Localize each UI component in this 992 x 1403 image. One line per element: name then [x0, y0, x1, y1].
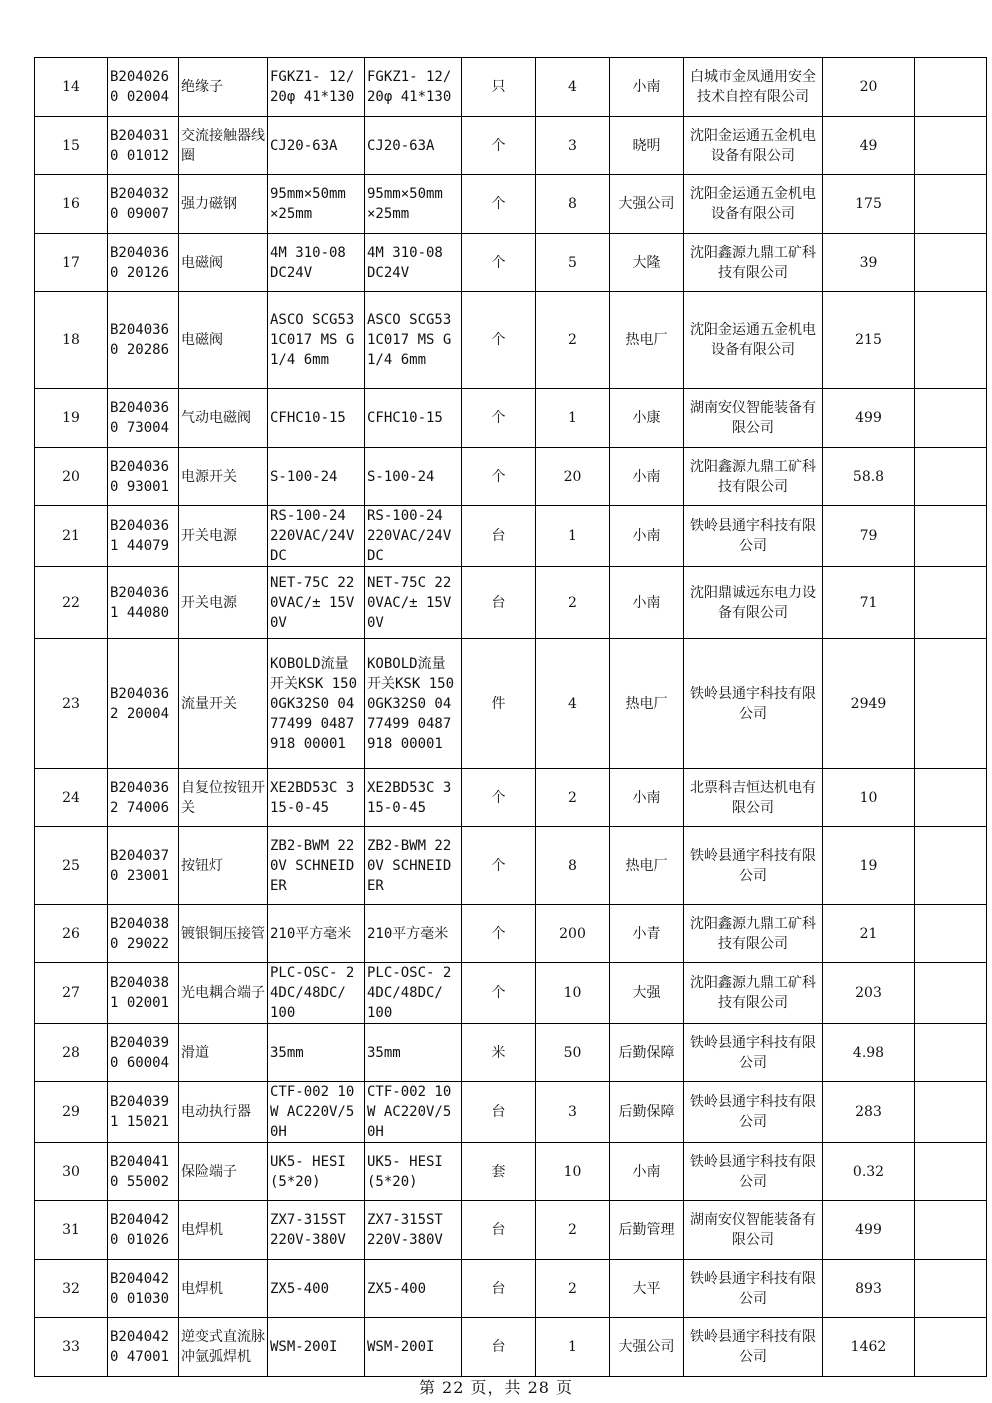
specification-cell: ZX5-400 [268, 1260, 365, 1318]
specification-cell: CTF-002 10W AC220V/50H [268, 1082, 365, 1143]
quantity-cell: 4 [536, 639, 610, 769]
material-code-cell: B2040320 09007 [108, 175, 179, 234]
quantity-cell: 1 [536, 389, 610, 448]
model-cell: 4M 310-08 DC24V [365, 234, 462, 292]
row-number-cell: 25 [35, 827, 108, 905]
model-cell: WSM-200I [365, 1318, 462, 1377]
table-row [35, 827, 987, 905]
supplier-cell: 沈阳鑫源九鼎工矿科技有限公司 [684, 963, 823, 1024]
model-cell: XE2BD53C 315-0-45 [365, 769, 462, 827]
row-number-cell: 14 [35, 58, 108, 117]
row-number-cell: 17 [35, 234, 108, 292]
model-cell: KOBOLD流量开关KSK 1500GK32S0 0477499 0487918 00001 [365, 639, 462, 769]
table-row [35, 448, 987, 506]
material-name-cell: 按钮灯 [179, 827, 268, 905]
model-cell: 210平方毫米 [365, 905, 462, 963]
row-number-cell: 32 [35, 1260, 108, 1318]
quantity-cell: 4 [536, 58, 610, 117]
model-cell: ZX5-400 [365, 1260, 462, 1318]
unit-price-cell: 58.8 [823, 448, 915, 506]
model-cell: PLC-OSC- 24DC/48DC/ 100 [365, 963, 462, 1024]
model-cell: NET-75C 220VAC/± 15V 0V [365, 567, 462, 639]
remark-cell [915, 175, 987, 234]
unit-cell: 个 [462, 905, 536, 963]
specification-cell: ZX7-315ST 220V-380V [268, 1201, 365, 1260]
unit-cell: 米 [462, 1024, 536, 1082]
unit-cell: 个 [462, 292, 536, 389]
user-dept-cell: 小康 [610, 389, 684, 448]
specification-cell: XE2BD53C 315-0-45 [268, 769, 365, 827]
row-number-cell: 28 [35, 1024, 108, 1082]
remark-cell [915, 639, 987, 769]
supplier-cell: 沈阳鼎诚远东电力设备有限公司 [684, 567, 823, 639]
quantity-cell: 1 [536, 506, 610, 567]
row-number-cell: 24 [35, 769, 108, 827]
model-cell: 35mm [365, 1024, 462, 1082]
unit-price-cell: 0.32 [823, 1143, 915, 1201]
row-number-cell: 29 [35, 1082, 108, 1143]
table-row [35, 1024, 987, 1082]
material-code-cell: B2040420 47001 [108, 1318, 179, 1377]
unit-price-cell: 49 [823, 117, 915, 175]
unit-cell: 个 [462, 448, 536, 506]
supplier-cell: 沈阳金运通五金机电设备有限公司 [684, 292, 823, 389]
user-dept-cell: 热电厂 [610, 827, 684, 905]
row-number-cell: 33 [35, 1318, 108, 1377]
remark-cell [915, 963, 987, 1024]
material-code-cell: B2040360 20286 [108, 292, 179, 389]
material-name-cell: 强力磁钢 [179, 175, 268, 234]
material-code-cell: B2040410 55002 [108, 1143, 179, 1201]
unit-cell: 台 [462, 1082, 536, 1143]
table-row [35, 389, 987, 448]
unit-price-cell: 79 [823, 506, 915, 567]
specification-cell: 35mm [268, 1024, 365, 1082]
unit-cell: 台 [462, 1201, 536, 1260]
model-cell: S-100-24 [365, 448, 462, 506]
material-name-cell: 开关电源 [179, 567, 268, 639]
model-cell: FGKZ1- 12/20φ 41*130 [365, 58, 462, 117]
specification-cell: PLC-OSC- 24DC/48DC/ 100 [268, 963, 365, 1024]
user-dept-cell: 后勤保障 [610, 1024, 684, 1082]
quantity-cell: 10 [536, 1143, 610, 1201]
unit-cell: 个 [462, 389, 536, 448]
unit-cell: 台 [462, 506, 536, 567]
remark-cell [915, 827, 987, 905]
table-row [35, 963, 987, 1024]
remark-cell [915, 905, 987, 963]
user-dept-cell: 大强公司 [610, 175, 684, 234]
model-cell: CJ20-63A [365, 117, 462, 175]
user-dept-cell: 热电厂 [610, 292, 684, 389]
row-number-cell: 27 [35, 963, 108, 1024]
remark-cell [915, 769, 987, 827]
quantity-cell: 200 [536, 905, 610, 963]
quantity-cell: 20 [536, 448, 610, 506]
material-code-cell: B2040390 60004 [108, 1024, 179, 1082]
user-dept-cell: 小南 [610, 769, 684, 827]
table-row [35, 175, 987, 234]
quantity-cell: 8 [536, 827, 610, 905]
material-code-cell: B2040360 73004 [108, 389, 179, 448]
quantity-cell: 50 [536, 1024, 610, 1082]
model-cell: CFHC10-15 [365, 389, 462, 448]
row-number-cell: 23 [35, 639, 108, 769]
supplier-cell: 铁岭县通宇科技有限公司 [684, 1024, 823, 1082]
material-code-cell: B2040370 23001 [108, 827, 179, 905]
table-row [35, 1260, 987, 1318]
remark-cell [915, 506, 987, 567]
material-name-cell: 电磁阀 [179, 234, 268, 292]
unit-cell: 个 [462, 769, 536, 827]
material-name-cell: 逆变式直流脉冲氩弧焊机 [179, 1318, 268, 1377]
quantity-cell: 2 [536, 567, 610, 639]
material-code-cell: B2040420 01030 [108, 1260, 179, 1318]
model-cell: ASCO SCG531C017 MS G 1/4 6mm [365, 292, 462, 389]
user-dept-cell: 大隆 [610, 234, 684, 292]
supplier-cell: 铁岭县通宇科技有限公司 [684, 1318, 823, 1377]
unit-price-cell: 175 [823, 175, 915, 234]
unit-cell: 台 [462, 1260, 536, 1318]
remark-cell [915, 448, 987, 506]
quantity-cell: 2 [536, 1201, 610, 1260]
supplier-cell: 北票科吉恒达机电有限公司 [684, 769, 823, 827]
material-code-cell: B2040420 01026 [108, 1201, 179, 1260]
unit-price-cell: 499 [823, 1201, 915, 1260]
material-name-cell: 流量开关 [179, 639, 268, 769]
unit-price-cell: 893 [823, 1260, 915, 1318]
material-code-cell: B2040361 44079 [108, 506, 179, 567]
supplier-cell: 沈阳金运通五金机电设备有限公司 [684, 175, 823, 234]
user-dept-cell: 小南 [610, 58, 684, 117]
unit-price-cell: 39 [823, 234, 915, 292]
unit-price-cell: 1462 [823, 1318, 915, 1377]
supplier-cell: 湖南安仪智能装备有限公司 [684, 1201, 823, 1260]
user-dept-cell: 大平 [610, 1260, 684, 1318]
user-dept-cell: 小南 [610, 1143, 684, 1201]
supplier-cell: 铁岭县通宇科技有限公司 [684, 1260, 823, 1318]
unit-cell: 套 [462, 1143, 536, 1201]
unit-price-cell: 20 [823, 58, 915, 117]
supplier-cell: 湖南安仪智能装备有限公司 [684, 389, 823, 448]
table-row [35, 117, 987, 175]
unit-price-cell: 19 [823, 827, 915, 905]
specification-cell: NET-75C 220VAC/± 15V 0V [268, 567, 365, 639]
material-name-cell: 电焊机 [179, 1201, 268, 1260]
supplier-cell: 铁岭县通宇科技有限公司 [684, 639, 823, 769]
table-row [35, 58, 987, 117]
unit-price-cell: 2949 [823, 639, 915, 769]
table-row [35, 506, 987, 567]
user-dept-cell: 大强公司 [610, 1318, 684, 1377]
material-name-cell: 电动执行器 [179, 1082, 268, 1143]
unit-price-cell: 21 [823, 905, 915, 963]
quantity-cell: 2 [536, 292, 610, 389]
table-body [35, 58, 987, 1377]
remark-cell [915, 234, 987, 292]
specification-cell: KOBOLD流量开关KSK 1500GK32S0 0477499 0487918 00001 [268, 639, 365, 769]
quantity-cell: 3 [536, 1082, 610, 1143]
material-name-cell: 交流接触器线圈 [179, 117, 268, 175]
model-cell: ZB2-BWM 220V SCHNEIDER [365, 827, 462, 905]
remark-cell [915, 1024, 987, 1082]
model-cell: CTF-002 10W AC220V/50H [365, 1082, 462, 1143]
unit-price-cell: 71 [823, 567, 915, 639]
table-row [35, 1143, 987, 1201]
unit-cell: 个 [462, 827, 536, 905]
material-code-cell: B2040260 02004 [108, 58, 179, 117]
unit-price-cell: 283 [823, 1082, 915, 1143]
unit-price-cell: 203 [823, 963, 915, 1024]
specification-cell: CFHC10-15 [268, 389, 365, 448]
table-row [35, 769, 987, 827]
table-row [35, 1201, 987, 1260]
row-number-cell: 15 [35, 117, 108, 175]
remark-cell [915, 567, 987, 639]
table-row [35, 905, 987, 963]
quantity-cell: 5 [536, 234, 610, 292]
quantity-cell: 1 [536, 1318, 610, 1377]
table-row [35, 292, 987, 389]
quantity-cell: 8 [536, 175, 610, 234]
material-code-cell: B2040391 15021 [108, 1082, 179, 1143]
unit-cell: 只 [462, 58, 536, 117]
row-number-cell: 19 [35, 389, 108, 448]
unit-cell: 件 [462, 639, 536, 769]
table-row [35, 1318, 987, 1377]
material-code-cell: B2040361 44080 [108, 567, 179, 639]
user-dept-cell: 小青 [610, 905, 684, 963]
item-table [34, 57, 987, 1377]
material-name-cell: 镀银铜压接管 [179, 905, 268, 963]
material-code-cell: B2040362 74006 [108, 769, 179, 827]
material-code-cell: B2040360 20126 [108, 234, 179, 292]
remark-cell [915, 389, 987, 448]
user-dept-cell: 小南 [610, 506, 684, 567]
unit-cell: 台 [462, 1318, 536, 1377]
specification-cell: 210平方毫米 [268, 905, 365, 963]
row-number-cell: 16 [35, 175, 108, 234]
row-number-cell: 22 [35, 567, 108, 639]
material-name-cell: 电源开关 [179, 448, 268, 506]
row-number-cell: 26 [35, 905, 108, 963]
unit-cell: 个 [462, 963, 536, 1024]
quantity-cell: 3 [536, 117, 610, 175]
row-number-cell: 30 [35, 1143, 108, 1201]
unit-cell: 个 [462, 117, 536, 175]
unit-price-cell: 10 [823, 769, 915, 827]
specification-cell: UK5- HESI(5*20) [268, 1143, 365, 1201]
remark-cell [915, 117, 987, 175]
model-cell: UK5- HESI(5*20) [365, 1143, 462, 1201]
user-dept-cell: 小南 [610, 448, 684, 506]
supplier-cell: 铁岭县通宇科技有限公司 [684, 506, 823, 567]
material-code-cell: B2040310 01012 [108, 117, 179, 175]
row-number-cell: 21 [35, 506, 108, 567]
remark-cell [915, 1082, 987, 1143]
user-dept-cell: 后勤管理 [610, 1201, 684, 1260]
specification-cell: ASCO SCG531C017 MS G 1/4 6mm [268, 292, 365, 389]
user-dept-cell: 大强 [610, 963, 684, 1024]
material-name-cell: 保险端子 [179, 1143, 268, 1201]
remark-cell [915, 292, 987, 389]
specification-cell: CJ20-63A [268, 117, 365, 175]
table-row [35, 234, 987, 292]
material-name-cell: 滑道 [179, 1024, 268, 1082]
specification-cell: ZB2-BWM 220V SCHNEIDER [268, 827, 365, 905]
user-dept-cell: 晓明 [610, 117, 684, 175]
user-dept-cell: 后勤保障 [610, 1082, 684, 1143]
material-code-cell: B2040360 93001 [108, 448, 179, 506]
supplier-cell: 铁岭县通宇科技有限公司 [684, 1082, 823, 1143]
specification-cell: S-100-24 [268, 448, 365, 506]
specification-cell: 95mm×50mm ×25mm [268, 175, 365, 234]
material-name-cell: 电焊机 [179, 1260, 268, 1318]
page-number-footer: 第 22 页，共 28 页 [418, 1378, 574, 1397]
specification-cell: FGKZ1- 12/20φ 41*130 [268, 58, 365, 117]
remark-cell [915, 1143, 987, 1201]
remark-cell [915, 1318, 987, 1377]
material-name-cell: 气动电磁阀 [179, 389, 268, 448]
table-row [35, 1082, 987, 1143]
user-dept-cell: 小南 [610, 567, 684, 639]
material-code-cell: B2040380 29022 [108, 905, 179, 963]
table-row [35, 639, 987, 769]
material-code-cell: B2040381 02001 [108, 963, 179, 1024]
unit-cell: 个 [462, 175, 536, 234]
unit-price-cell: 499 [823, 389, 915, 448]
material-code-cell: B2040362 20004 [108, 639, 179, 769]
quantity-cell: 2 [536, 1260, 610, 1318]
material-name-cell: 光电耦合端子 [179, 963, 268, 1024]
specification-cell: 4M 310-08 DC24V [268, 234, 365, 292]
remark-cell [915, 1260, 987, 1318]
quantity-cell: 10 [536, 963, 610, 1024]
user-dept-cell: 热电厂 [610, 639, 684, 769]
supplier-cell: 沈阳鑫源九鼎工矿科技有限公司 [684, 905, 823, 963]
row-number-cell: 18 [35, 292, 108, 389]
material-name-cell: 开关电源 [179, 506, 268, 567]
supplier-cell: 铁岭县通宇科技有限公司 [684, 827, 823, 905]
unit-cell: 个 [462, 234, 536, 292]
supplier-cell: 铁岭县通宇科技有限公司 [684, 1143, 823, 1201]
material-name-cell: 自复位按钮开关 [179, 769, 268, 827]
unit-cell: 台 [462, 567, 536, 639]
supplier-cell: 白城市金凤通用安全技术自控有限公司 [684, 58, 823, 117]
specification-cell: WSM-200I [268, 1318, 365, 1377]
row-number-cell: 31 [35, 1201, 108, 1260]
model-cell: ZX7-315ST 220V-380V [365, 1201, 462, 1260]
remark-cell [915, 58, 987, 117]
quantity-cell: 2 [536, 769, 610, 827]
supplier-cell: 沈阳鑫源九鼎工矿科技有限公司 [684, 448, 823, 506]
model-cell: RS-100-24 220VAC/24V DC [365, 506, 462, 567]
unit-price-cell: 215 [823, 292, 915, 389]
supplier-cell: 沈阳金运通五金机电设备有限公司 [684, 117, 823, 175]
specification-cell: RS-100-24 220VAC/24V DC [268, 506, 365, 567]
table-row [35, 567, 987, 639]
unit-price-cell: 4.98 [823, 1024, 915, 1082]
material-name-cell: 电磁阀 [179, 292, 268, 389]
model-cell: 95mm×50mm ×25mm [365, 175, 462, 234]
supplier-cell: 沈阳鑫源九鼎工矿科技有限公司 [684, 234, 823, 292]
material-name-cell: 绝缘子 [179, 58, 268, 117]
row-number-cell: 20 [35, 448, 108, 506]
remark-cell [915, 1201, 987, 1260]
